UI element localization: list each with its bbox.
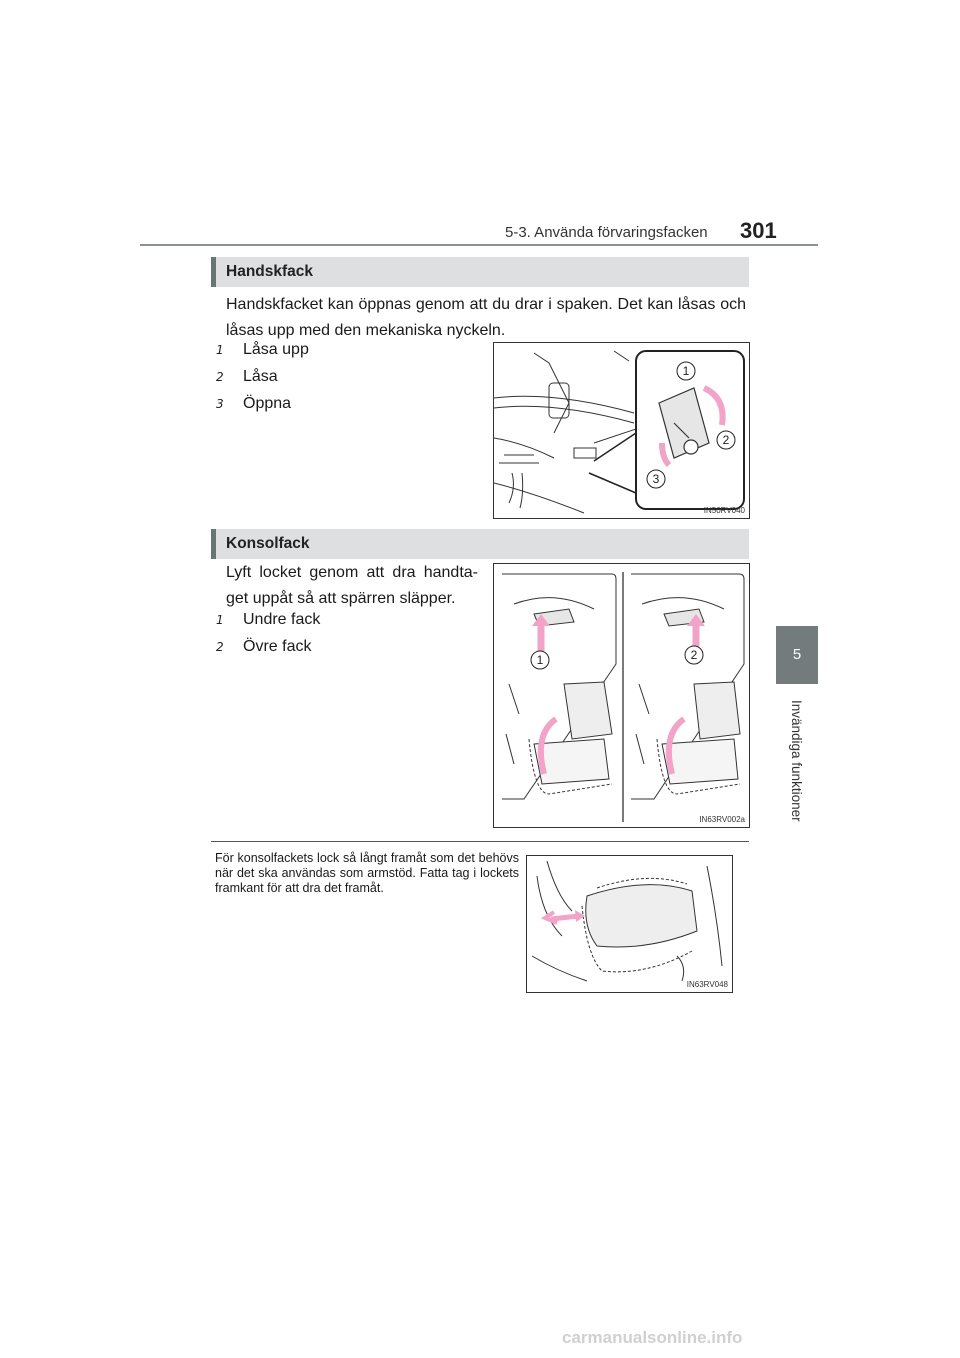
console-illustration	[493, 563, 750, 828]
console-intro: Lyft locket genom att dra handta-get uppåt så att spärren släpper.	[226, 564, 478, 607]
figure-code: IN63RV002a	[699, 815, 745, 824]
section-heading-glovebox: Handskfack	[211, 257, 749, 287]
callout-1: 1	[682, 364, 690, 378]
section-heading-console: Konsolfack	[211, 529, 749, 559]
glovebox-item-list	[214, 340, 474, 421]
callout-3: 3	[652, 472, 660, 486]
callout-2: 2	[690, 648, 698, 662]
console-item-list	[214, 610, 474, 664]
list-item: 1 Låsa upp	[216, 341, 309, 358]
page-number: 301	[740, 218, 777, 243]
note-rule	[211, 841, 749, 842]
armrest-drawing	[527, 856, 732, 992]
watermark: carmanualsonline.info	[562, 1328, 743, 1347]
console-drawing	[494, 564, 749, 827]
callout-1: 1	[536, 653, 544, 667]
callout-2: 2	[722, 433, 730, 447]
side-tab-number: 5	[776, 626, 818, 684]
list-item: 3 Öppna	[216, 395, 292, 412]
glovebox-drawing	[494, 343, 749, 518]
glovebox-illustration	[493, 342, 750, 519]
chapter-title: 5-3. Använda förvaringsfacken	[505, 224, 708, 241]
list-item: 2 Låsa	[216, 368, 278, 385]
header-rule	[140, 244, 818, 246]
figure-code: IN50RV040	[703, 506, 745, 515]
side-tab-label: Invändiga funktioner	[789, 700, 804, 822]
list-item: 2 Övre fack	[216, 638, 312, 655]
armrest-illustration	[526, 855, 733, 993]
figure-code: IN63RV048	[686, 980, 728, 989]
list-item: 1 Undre fack	[216, 611, 321, 628]
glovebox-intro: Handskfacket kan öppnas genom att du drar i spaken. Det kan låsas och låsas upp med den mekaniska nyckeln.	[226, 296, 746, 339]
note-text: För konsolfackets lock så långt framåt som det behövs när det ska användas som armstöd. Fatta tag i lockets framkant för att dra det framåt.	[215, 851, 519, 895]
